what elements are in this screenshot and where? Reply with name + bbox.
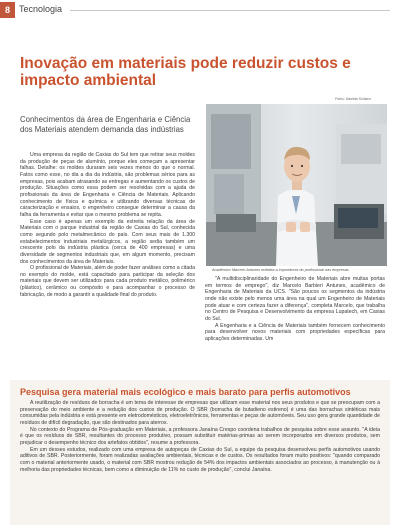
paragraph: O profissional de Materiais, além de poder fazer análises como a citada no exemplo do molde, está capacitado para participar da seleção dos materiais que devem ser utilizados para cada produto metálico, polimérico (plástico), cerâmico ou compósito e para acompanhar o processo de fabricação, de modo a garantir a qualidade final do produto.	[20, 265, 195, 298]
paragraph: Uma empresa da região de Caxias do Sul tem que retirar seus moldes da produção de peças de alumínio, porque eles começam a apresentar falhas. Detalhe: os moldes duraram seis vezes menos do que o normal. Fatos como esse, no dia a dia da indústria, são problemas sérios para as empresas, pois acabam atrasando as entregas e aumentando os custos de produção. Situações como essa podem ser resolvidas com a ajuda de profissionais da área de Engenharia e Ciência de Materiais. Aplicando conhecimento de física e química e utilizando diversas técnicas de caracterização e ensaios, o engenheiro consegue determinar a causa da falha da ferramenta e evitar que o mesmo problema se repita.	[20, 152, 195, 218]
lab-scene-illustration	[206, 104, 387, 266]
sidebar-body	[20, 400, 380, 473]
page-header	[0, 0, 400, 22]
page-number: 8	[0, 2, 15, 18]
paragraph: No contexto do Programa de Pós-graduação em Materiais, a professora Janaína Crespo coordena trabalhos de pesquisa sobre esse assunto. "A ideia é que os resíduos de SBR, resultantes do processo produtivo, possam substituir matérias-primas ao serem incorporados em diversos produtos, sem prejudicar o desempenho técnico dos artefatos obtidos", resume a professora.	[20, 426, 380, 446]
paragraph: A Engenharia e a Ciência de Materiais também fornecem conhecimento para desenvolver novos materiais com propriedades específicas para aplicações determinadas. Um	[205, 322, 385, 342]
section-label: Tecnologia	[19, 4, 63, 14]
header-divider	[70, 10, 390, 11]
sidebar-title: Pesquisa gera material mais ecológico e mais barato para perfis automotivos	[20, 387, 351, 397]
paragraph: Em um desses estudos, realizado com uma empresa de autopeças de Caxias do Sul, a equipe da pesquisa desenvolveu perfis automotivos usando aditivos de SBR. Posteriormente, foram realizadas avaliações ambientais, técnicas e de custos. Os resultados foram muito positivos: "quando comparado com o material anteriormente usado, o material com SBR mostrou redução de 54% dos impactos ambientais associados ao processo, à manutenção ou à melhoria das propriedades técnicas, bem como a diminuição de 11% no custo de produção", conclui Janaína.	[20, 446, 380, 473]
paragraph: "A multidisciplinaridade do Engenheiro de Materiais abre muitas portas em termos de emprego", diz Marcelo Barbieri Antunes, acadêmico de Engenharia de Materiais da UCS. "São poucos os segmentos da indústria onde não existe pelo menos uma área na qual um Engenheiro de Materiais pode atuar e com certeza fazer a diferença", completa Marcelo, que trabalha no Centro de Pesquisa e Desenvolvimento da empresa Lupatech, em Caxias do Sul.	[205, 276, 385, 322]
article-headline: Inovação em materiais pode reduzir custos e impacto ambiental	[20, 55, 351, 89]
article-photo	[206, 104, 387, 266]
photo-credit: Fotos: Daniela Schiavo	[335, 97, 371, 101]
photo-caption: Acadêmico Marcelo Antunes enfatiza a importância do profissional nas empresas	[212, 268, 349, 272]
article-column-1	[20, 152, 195, 298]
article-subhead: Conhecimentos da área de Engenharia e Ciência dos Materiais atendem demanda das indústrias	[20, 115, 191, 134]
paragraph: Esse caso é apenas um exemplo da estreita relação da área de Materiais com o parque industrial da região de Caxias do Sul, conhecida como segundo polo metalmecânico do país. Com seus mais de 1.300 estabelecimentos industriais metalúrgicos, a região sedia também um crescente polo da indústria plástica (cerca de 400 empresas) e uma diversidade de segmentos industriais que, em algum momento, precisam dos conhecimentos da área de Materiais.	[20, 218, 195, 265]
paragraph: A reutilização de resíduos de borracha é um tema de interesse de empresas que utilizam esse material nos seus produtos e que se preocupam com a preservação do meio ambiente e a redução dos custos de produção. O SBR (borracha de butadieno estireno) é uma das borrachas sintéticas mais consumidas pela indústria e está presente em eletrodomésticos, eletroeletrônicos, ferramentas e peças de automóveis. Seu uso gera grande quantidade de resíduos de difícil degradação, que são destinados para aterros.	[20, 400, 380, 426]
article-column-2	[205, 276, 385, 343]
